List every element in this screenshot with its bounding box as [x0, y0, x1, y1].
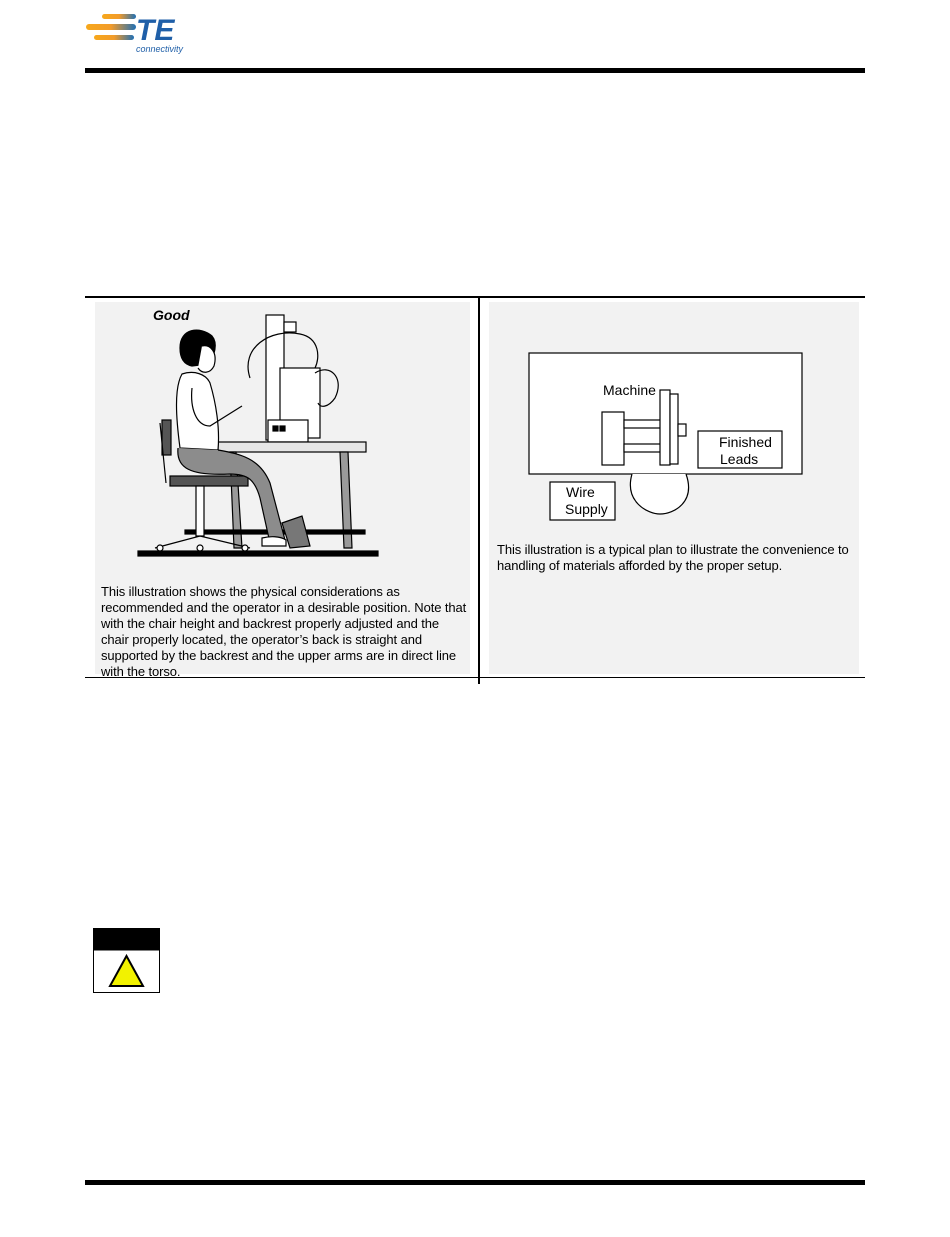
te-connectivity-logo — [84, 10, 204, 58]
chair-wheel — [197, 545, 203, 551]
logo-stripe — [94, 35, 134, 40]
logo-stripe — [86, 24, 136, 30]
logo-subtext: connectivity — [136, 44, 184, 54]
operator-workstation-illustration — [130, 308, 385, 562]
leads-label: Leads — [720, 451, 759, 467]
finished-label: Finished — [719, 434, 772, 450]
operator-torso — [177, 372, 219, 450]
machine-block — [602, 412, 624, 465]
supply-label: Supply — [565, 501, 608, 517]
logo-stripe — [102, 14, 136, 19]
wire-label: Wire — [566, 484, 595, 500]
warning-header — [94, 929, 160, 951]
chair-back — [162, 420, 171, 455]
right-caption: This illustration is a typical plan to illustrate the convenience to handling of materials afforded by the proper setup. — [497, 542, 849, 573]
left-caption: This illustration shows the physical considerations as recommended and the operator in a desirable position. Note that with the chair height and backrest properly adjusted and the chair properly located, the operator’s back is straight and supported by the backrest and the upper arms are in direct line with the torso. — [101, 584, 467, 679]
machine-head — [660, 390, 670, 465]
good-label: Good — [153, 307, 190, 323]
machine-detail — [280, 426, 285, 431]
figure-top-border — [85, 296, 865, 298]
chair-pedestal — [196, 486, 204, 536]
header-rule — [85, 68, 865, 73]
chair-wheel — [157, 545, 163, 551]
machine-head — [670, 394, 678, 464]
operator-foot — [262, 537, 286, 546]
caution-triangle-icon — [93, 928, 160, 993]
figure-divider — [478, 298, 480, 684]
machine-head — [678, 424, 686, 436]
machine-arm — [284, 322, 296, 332]
footer-rule — [85, 1180, 865, 1185]
operator-position-arc — [630, 474, 688, 514]
table-top — [218, 442, 366, 452]
chair-wheel — [242, 545, 248, 551]
logo-text: TE — [136, 14, 175, 47]
machine-label: Machine — [603, 382, 656, 398]
floor-line — [138, 551, 378, 556]
chair-seat — [170, 476, 248, 486]
machine-detail — [273, 426, 278, 431]
